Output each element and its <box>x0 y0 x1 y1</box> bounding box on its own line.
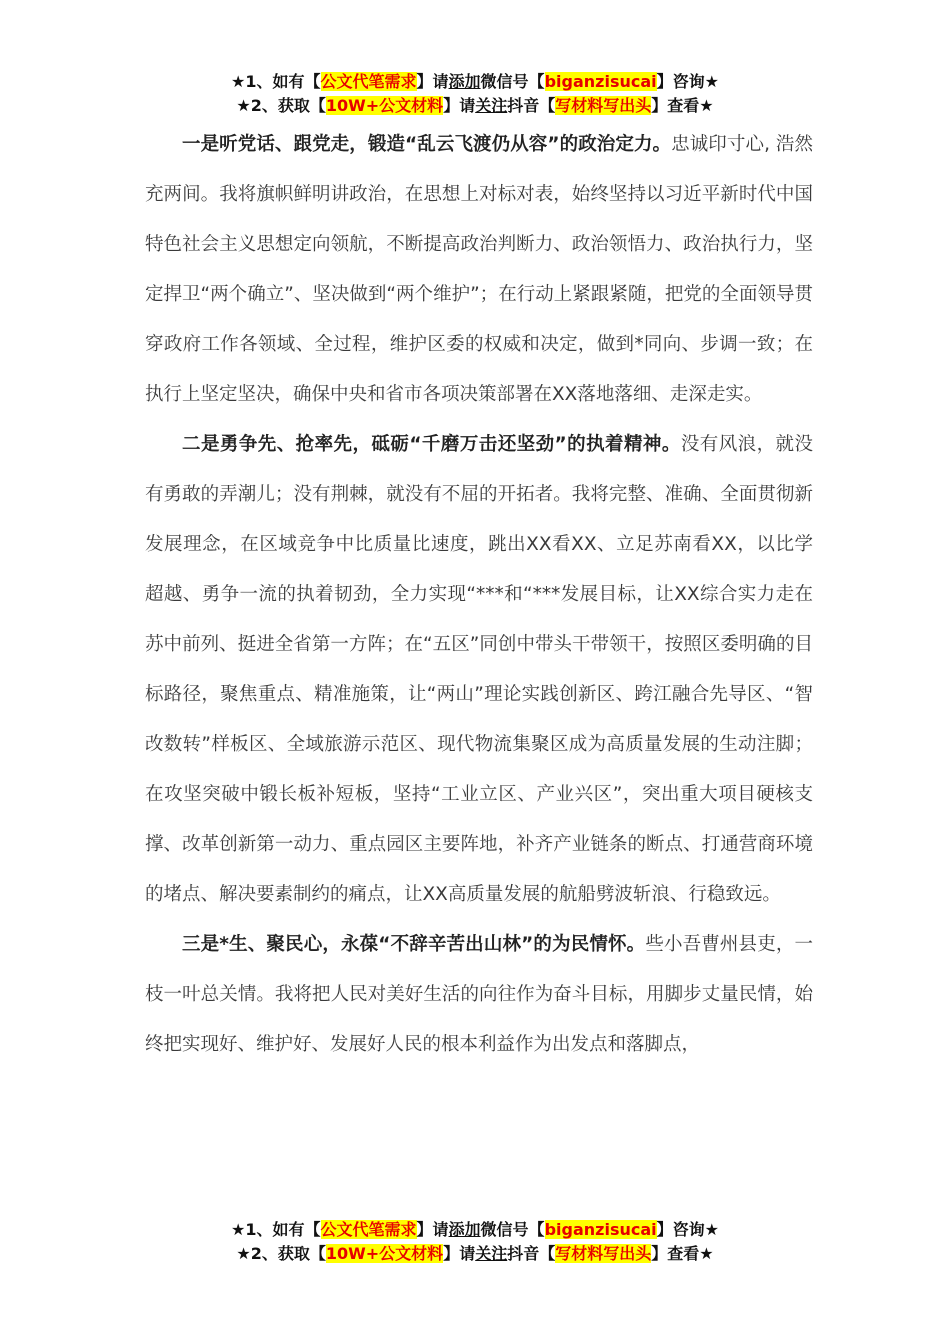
highlight-text: 公文代笔需求 <box>320 72 417 91</box>
wechat-id: biganzisucai <box>544 1220 657 1239</box>
highlight-text: 10W+公文材料 <box>325 96 444 115</box>
highlight-text: 10W+公文材料 <box>325 1244 444 1263</box>
paragraph-heading: 一是听党话、跟党走，锻造“乱云飞渡仍从容”的政治定力。 <box>182 134 672 155</box>
banner-line-1: ★1、如有【公文代笔需求】请添加微信号【biganzisucai】咨询★ <box>231 1220 719 1239</box>
banner-line-2: ★2、获取【10W+公文材料】请关注抖音【写材料写出头】查看★ <box>236 1244 714 1263</box>
underlined-text: 关注 <box>475 1244 508 1263</box>
underlined-text: 添加 <box>448 72 481 91</box>
paragraph-1 <box>145 120 813 420</box>
paragraph-text: 些小吾曹州县吏，一枝一叶总关情。我将把人民对美好生活的向往作为奋斗目标，用脚步丈量民情，始终把实现好、维护好、发展好人民的根本利益作为出发点和落脚点， <box>145 934 813 1055</box>
paragraph-heading: 二是勇争先、抢率先，砥砺“千磨万击还坚劲”的执着精神。 <box>182 434 681 455</box>
paragraph-3 <box>145 920 813 1070</box>
banner-line-2: ★2、获取【10W+公文材料】请关注抖音【写材料写出头】查看★ <box>236 96 714 115</box>
underlined-text: 关注 <box>475 96 508 115</box>
underlined-text: 添加 <box>448 1220 481 1239</box>
paragraph-text: 没有风浪，就没有勇敢的弄潮儿；没有荆棘，就没有不屈的开拓者。我将完整、准确、全面贯彻新发展理念，在区域竞争中比质量比速度，跳出XX看XX、立足苏南看XX，以比学超越、勇争一流的执着韧劲，全力实现“***和“***发展目标，让XX综合实力走在苏中前列、挺进全省第一方阵；在“五区”同创中带头干带领干，按照区委明确的目标路径，聚焦重点、精准施策，让“两山”理论实践创新区、跨江融合先导区、“智改数转”样板区、全域旅游示范区、现代物流集聚区成为高质量发展的生动注脚；在攻坚突破中锻长板补短板，坚持“工业立区、产业兴区”，突出重大项目硬核支撑、改革创新第一动力、重点园区主要阵地，补齐产业链条的断点、打通营商环境的堵点、解决要素制约的痛点，让XX高质量发展的航船劈波斩浪、行稳致远。 <box>145 434 813 905</box>
paragraph-2 <box>145 420 813 920</box>
footer-banner <box>0 1218 950 1266</box>
douyin-account: 写材料写出头 <box>555 1244 652 1263</box>
banner-line-1: ★1、如有【公文代笔需求】请添加微信号【biganzisucai】咨询★ <box>231 72 719 91</box>
wechat-id: biganzisucai <box>544 72 657 91</box>
paragraph-heading: 三是*生、聚民心，永葆“不辞辛苦出山林”的为民情怀。 <box>182 934 646 955</box>
header-banner <box>0 70 950 118</box>
paragraph-text: 忠诚印寸心, 浩然充两间。我将旗帜鲜明讲政治，在思想上对标对表，始终坚持以习近平新时代中国特色社会主义思想定向领航，不断提高政治判断力、政治领悟力、政治执行力，坚定捍卫“两个确立”、坚决做到“两个维护”；在行动上紧跟紧随，把党的全面领导贯穿政府工作各领域、全过程，维护区委的权威和决定，做到*同向、步调一致；在执行上坚定坚决，确保中央和省市各项决策部署在XX落地落细、走深走实。 <box>145 134 814 405</box>
document-body <box>145 120 813 1070</box>
douyin-account: 写材料写出头 <box>555 96 652 115</box>
highlight-text: 公文代笔需求 <box>320 1220 417 1239</box>
